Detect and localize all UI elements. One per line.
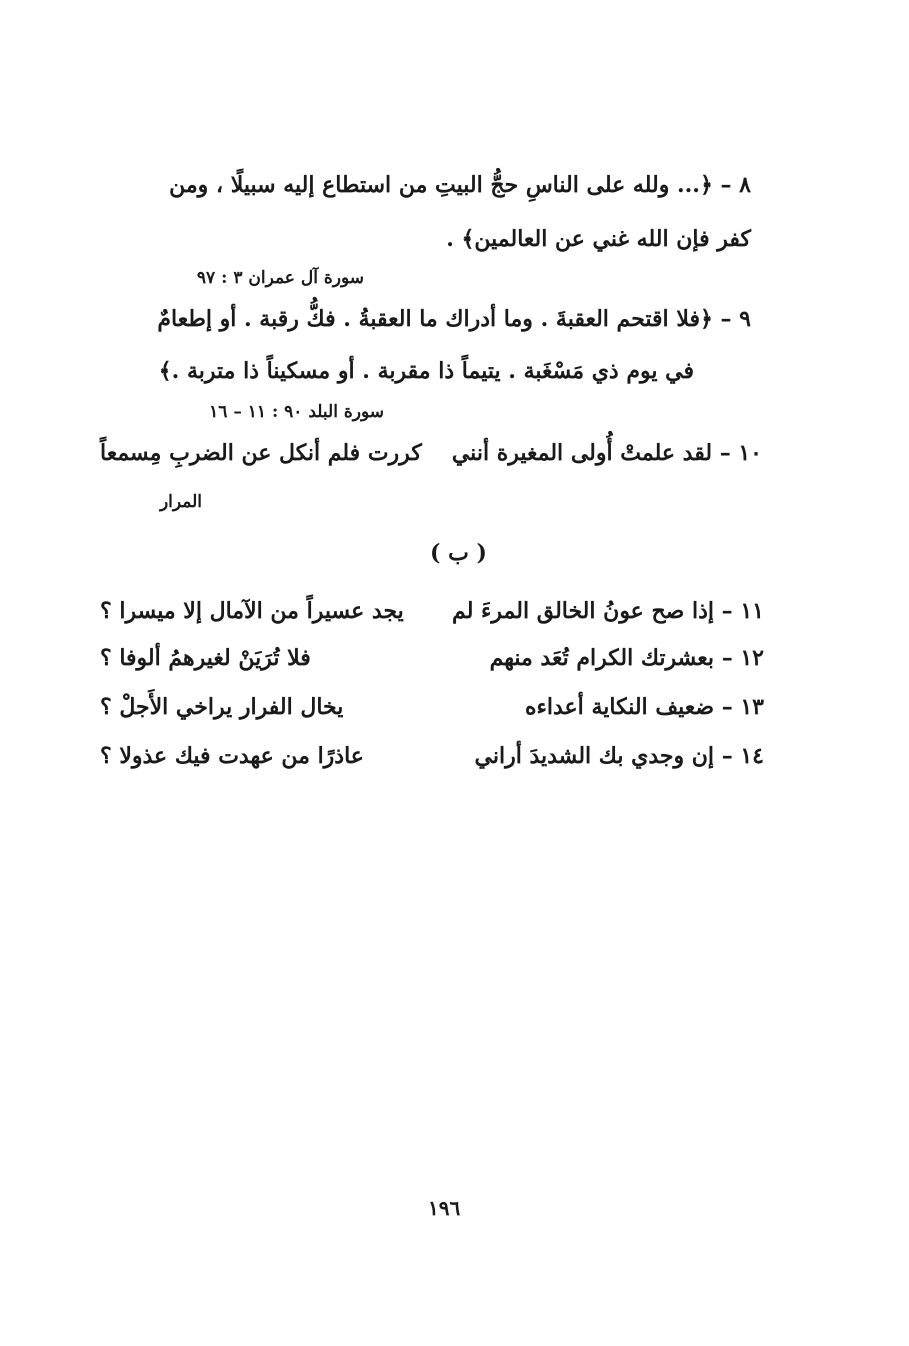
entry-8-source: سورة آل عمران ٣ : ٩٧ — [196, 268, 364, 288]
entry-8-line-2: كفر فإن الله غني عن العالمين﴾ . — [446, 226, 751, 252]
verse-10-second-hemistich: كررت فلم أنكل عن الضربِ مِسمعاً — [100, 440, 422, 466]
entry-8-line-1: ٨ – ﴿... ولله على الناسِ حجُّ البيتِ من استطاع إليه سبيلًا ، ومن — [169, 172, 751, 198]
verse-12-first-hemistich: ١٢ – بعشرتك الكرام تُعَد منهم — [489, 645, 764, 671]
page-number: ١٩٦ — [428, 1196, 461, 1220]
verse-13-second-hemistich: يخال الفرار يراخي الأَجلْ ؟ — [100, 694, 344, 720]
entry-9-line-1: ٩ – ﴿فلا اقتحم العقبةَ . وما أدراك ما العقبةُ . فكُّ رقبة . أو إطعامٌ — [157, 306, 751, 332]
entry-9-source: سورة البلد ٩٠ : ١١ – ١٦ — [209, 402, 384, 422]
verse-12-second-hemistich: فلا تُرَيَنْ لغيرهمُ ألوفا ؟ — [100, 645, 311, 671]
verse-14-second-hemistich: عاذرًا من عهدت فيك عذولا ؟ — [100, 743, 364, 769]
verse-11-first-hemistich: ١١ – إذا صح عونُ الخالق المرءَ لم — [452, 598, 764, 624]
verse-14-first-hemistich: ١٤ – إن وجدي بك الشديدَ أراني — [474, 743, 764, 769]
verse-10-poet-name: المرار — [159, 492, 202, 512]
verse-10-first-hemistich: ١٠ – لقد علمتْ أُولى المغيرة أنني — [451, 440, 762, 466]
entry-9-line-2: في يوم ذي مَسْغَبة . يتيماً ذا مقربة . أو مسكيناً ذا متربة .﴾ — [158, 358, 694, 384]
verse-13-first-hemistich: ١٣ – ضعيف النكاية أعداءه — [525, 694, 764, 720]
verse-11-second-hemistich: يجد عسيراً من الآمال إلا ميسرا ؟ — [100, 598, 404, 624]
section-b-heading: ( ب ) — [430, 540, 487, 566]
